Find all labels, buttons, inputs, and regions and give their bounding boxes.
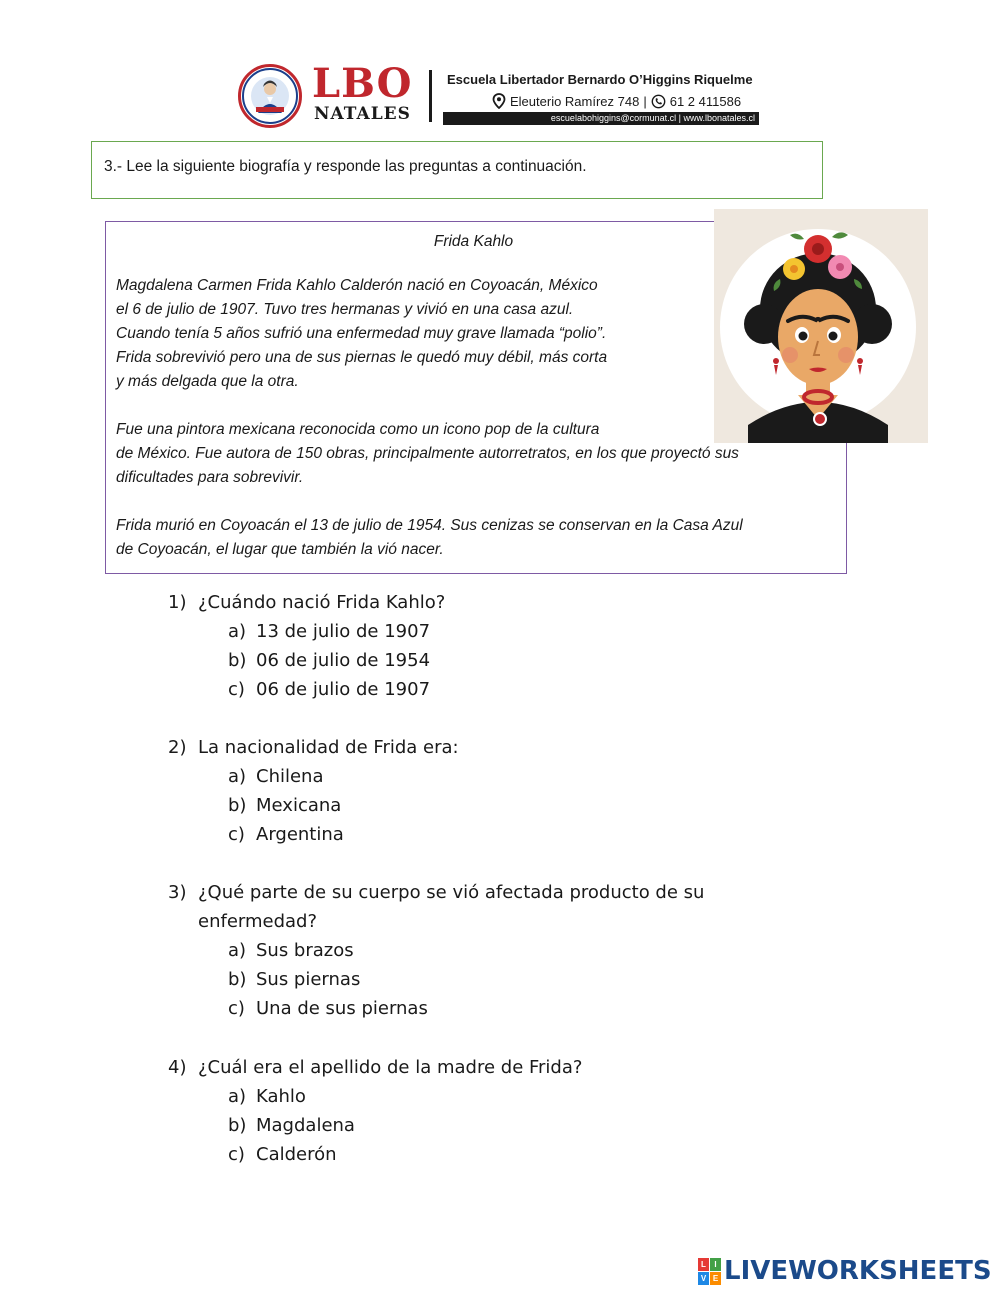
cube-letter: V	[698, 1272, 709, 1285]
school-phone: 61 2 411586	[669, 93, 742, 109]
option-text: Calderón	[256, 1144, 337, 1165]
option-letter: b)	[228, 650, 247, 671]
option-text: Chilena	[256, 766, 324, 787]
school-address: Eleuterio Ramírez 748	[510, 93, 640, 109]
biography-line: Frida murió en Coyoacán el 13 de julio de 1954. Sus cenizas se conservan en la Casa Azul	[116, 517, 743, 534]
question-text: ¿Qué parte de su cuerpo se vió afectada producto de su	[198, 882, 705, 903]
biography-line: y más delgada que la otra.	[116, 373, 299, 390]
liveworksheets-logo-text: LIVEWORKSHEETS	[724, 1256, 992, 1286]
school-seal-icon	[238, 64, 302, 128]
option-text: 06 de julio de 1954	[256, 650, 431, 671]
school-header	[238, 62, 778, 130]
biography-line: Frida sobrevivió pero una de sus piernas le quedó muy débil, más corta	[116, 349, 608, 366]
biography-line: el 6 de julio de 1907. Tuvo tres hermanas y vivió en una casa azul.	[116, 301, 574, 318]
option-letter: b)	[228, 795, 247, 816]
option-text: Argentina	[256, 824, 344, 845]
address-separator: |	[643, 93, 647, 109]
liveworksheets-cube-icon	[698, 1258, 720, 1284]
option-letter: c)	[228, 1144, 245, 1165]
biography-line: de Coyoacán, el lugar que también la vió nacer.	[116, 541, 444, 558]
option-text: Mexicana	[256, 795, 342, 816]
option-text: 13 de julio de 1907	[256, 621, 431, 642]
instruction-box: 3.- Lee la siguiente biografía y responde las preguntas a continuación.	[91, 141, 823, 199]
whatsapp-phone-icon	[651, 94, 666, 109]
question-text: ¿Cuál era el apellido de la madre de Frida?	[198, 1057, 583, 1078]
cube-letter: E	[710, 1272, 721, 1285]
biography-line: Cuando tenía 5 años sufrió una enfermedad muy grave llamada “polio”.	[116, 325, 607, 342]
biography-line: Fue una pintora mexicana reconocida como un icono pop de la cultura	[116, 421, 600, 438]
biography-line: de México. Fue autora de 150 obras, principalmente autorretratos, en los que proyectó sus	[116, 445, 739, 462]
school-city: NATALES	[314, 104, 411, 124]
option-text: Sus brazos	[256, 940, 354, 961]
option-letter: b)	[228, 969, 247, 990]
question-number: 3)	[168, 882, 187, 903]
option-letter: b)	[228, 1115, 247, 1136]
question-text: enfermedad?	[198, 911, 318, 932]
cube-letter: I	[710, 1258, 721, 1271]
question-text: ¿Cuándo nació Frida Kahlo?	[198, 592, 446, 613]
location-pin-icon	[492, 93, 506, 109]
school-address-row	[492, 93, 741, 109]
option-text: Magdalena	[256, 1115, 355, 1136]
option-letter: a)	[228, 766, 247, 787]
biography-line: dificultades para sobrevivir.	[116, 469, 304, 486]
school-contact-bar: escuelabohiggins@cormunat.cl | www.lbonatales.cl	[443, 112, 759, 125]
cube-letter: L	[698, 1258, 709, 1271]
question-number: 2)	[168, 737, 187, 758]
option-text: Una de sus piernas	[256, 998, 428, 1019]
frida-portrait-illustration	[714, 209, 928, 443]
option-letter: c)	[228, 824, 245, 845]
biography-line: Magdalena Carmen Frida Kahlo Calderón nació en Coyoacán, México	[116, 277, 598, 294]
option-text: 06 de julio de 1907	[256, 679, 431, 700]
option-text: Kahlo	[256, 1086, 306, 1107]
biography-title: Frida Kahlo	[433, 233, 514, 250]
question-text: La nacionalidad de Frida era:	[198, 737, 459, 758]
option-letter: c)	[228, 998, 245, 1019]
liveworksheets-logo[interactable]	[698, 1256, 992, 1286]
option-letter: c)	[228, 679, 245, 700]
option-text: Sus piernas	[256, 969, 361, 990]
option-letter: a)	[228, 621, 247, 642]
school-brand: LBO	[312, 60, 413, 107]
header-divider	[429, 70, 432, 122]
option-letter: a)	[228, 1086, 247, 1107]
option-letter: a)	[228, 940, 247, 961]
question-number: 1)	[168, 592, 187, 613]
question-number: 4)	[168, 1057, 187, 1078]
school-name: Escuela Libertador Bernardo O’Higgins Riquelme	[447, 72, 753, 87]
